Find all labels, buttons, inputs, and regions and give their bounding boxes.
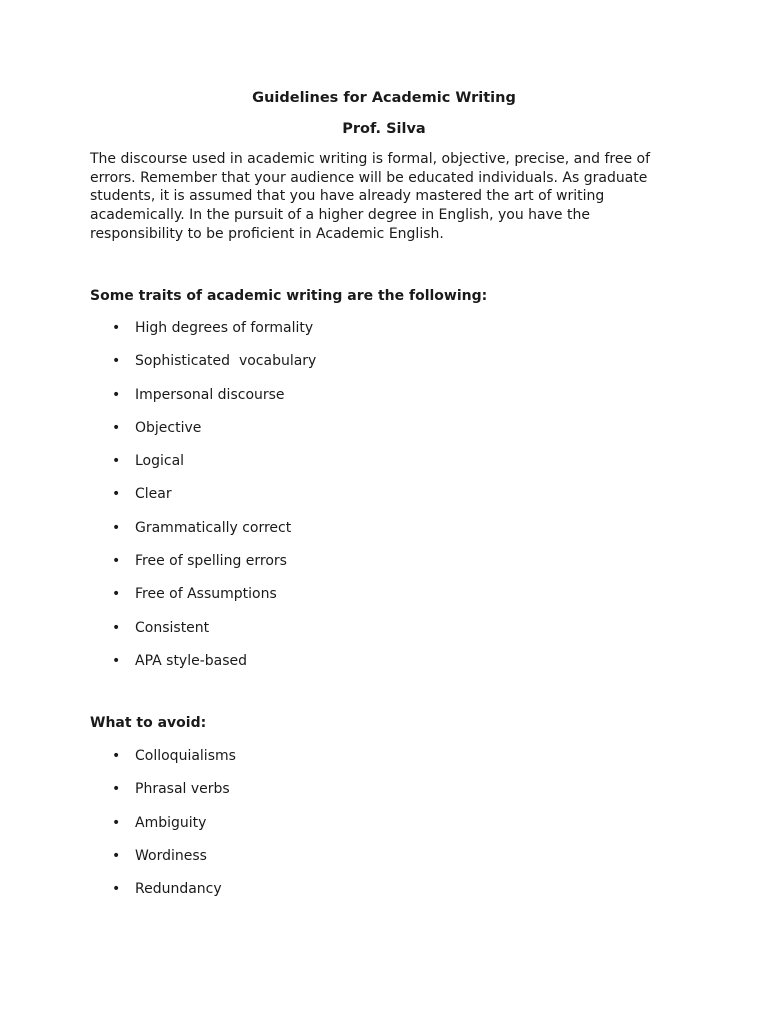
bullet-icon: • [112,419,121,436]
bullet-icon: • [112,652,121,669]
bullet-icon: • [112,748,121,764]
list-item-text: Colloquialisms [135,748,236,764]
bullet-icon: • [112,453,121,470]
bullet-icon: • [112,353,121,370]
bullet-icon: • [112,386,121,403]
list-item-text: Grammatically correct [135,519,292,536]
document-author: Prof. Silva [342,121,426,137]
list-item-text: Logical [135,453,185,470]
traits-heading: Some traits of academic writing are the following: [90,288,488,304]
bullet-icon: • [112,553,121,570]
bullet-icon: • [112,586,121,603]
bullet-icon: • [112,881,121,898]
bullet-icon: • [112,486,121,503]
list-item-text: Wordiness [135,847,207,864]
list-item-text: Ambiguity [135,814,207,831]
list-item-text: Objective [135,419,202,436]
bullet-icon: • [112,781,121,798]
list-item-text: Free of Assumptions [135,586,277,603]
bullet-icon: • [112,619,121,636]
document-title: Guidelines for Academic Writing [252,90,516,106]
list-item-text: Consistent [135,619,210,636]
bullet-icon: • [112,519,121,536]
list-item-text: Sophisticated vocabulary [135,353,317,370]
list-item-text: Clear [135,486,172,503]
list-item-text: Redundancy [135,881,222,898]
list-item-text: Phrasal verbs [135,781,230,798]
list-item-text: High degrees of formality [135,320,314,336]
list-item-text: APA style-based [135,652,248,669]
avoid-heading: What to avoid: [90,715,207,731]
bullet-icon: • [112,847,121,864]
list-item-text: Impersonal discourse [135,386,285,403]
bullet-icon: • [112,814,121,831]
intro-paragraph: The discourse used in academic writing is formal, objective, precise, and free of errors. Remember that your audience will be educated individuals. As graduate students, it is assumed that you have already mastered the art of writing academically. In the pursuit of a higher degree in English, you have the responsibility to be proficient in Academic English. [90,151,651,242]
bullet-icon: • [112,320,121,336]
list-item-text: Free of spelling errors [135,553,287,570]
